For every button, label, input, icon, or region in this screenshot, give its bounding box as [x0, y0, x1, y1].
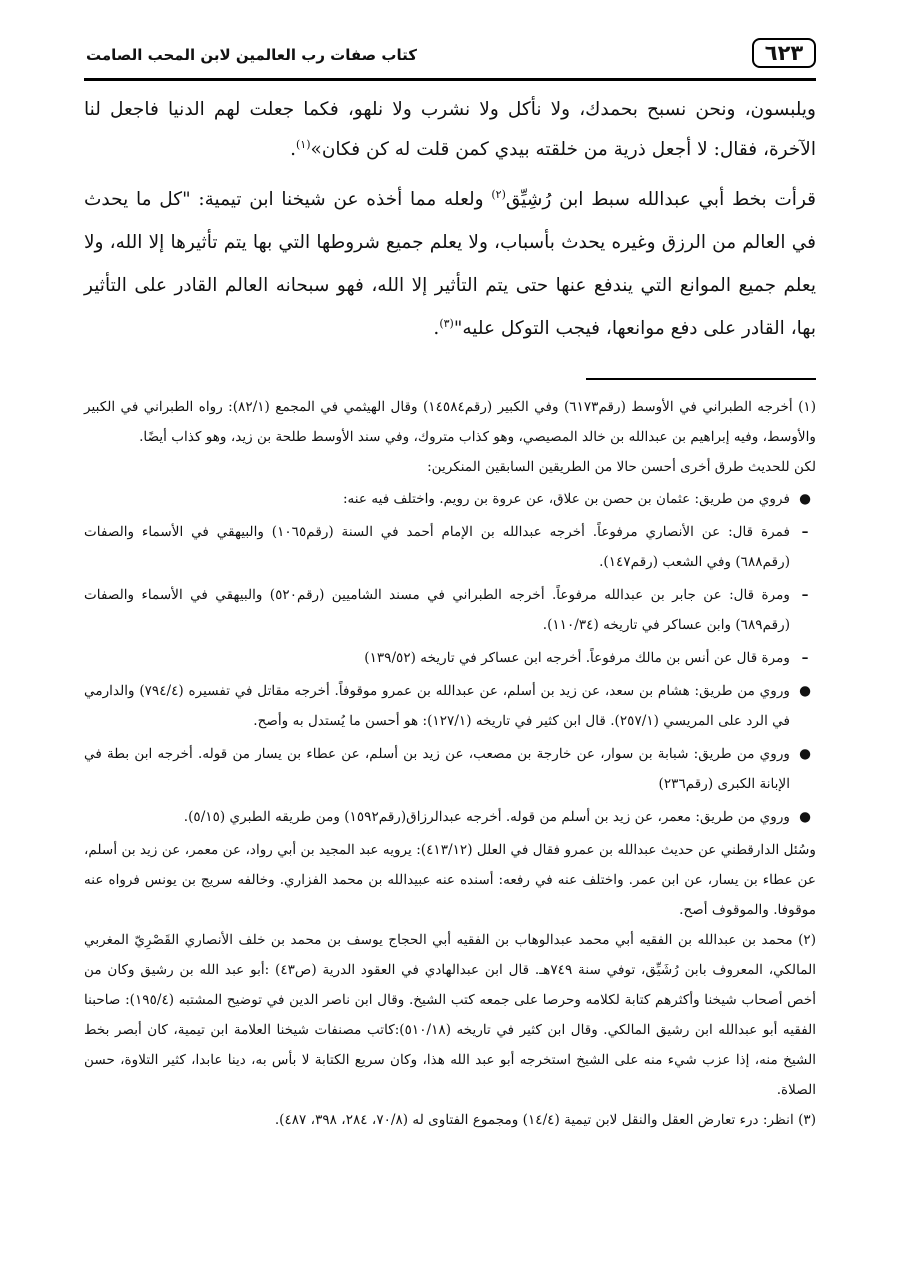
list-item-text: ومرة قال: عن جابر بن عبدالله مرفوعاً. أخرجه الطبراني في مسند الشاميين (رقم٥٢٠) والبيهقي في الأسماء والصفات (رقم٦٨٩) وابن عساكر في تاريخه (١١٠/٣٤).: [84, 587, 790, 633]
main-text: [84, 90, 816, 350]
list-item: [84, 643, 816, 673]
footnote-1: [84, 392, 816, 452]
paragraph-text: قرأت بخط أبي عبدالله سبط ابن رُشِيِّق: [505, 189, 816, 210]
list-item: [84, 739, 816, 799]
paragraph: [84, 90, 816, 170]
dash-mark: –: [801, 587, 809, 603]
chains-list: [84, 484, 816, 832]
footnote-text: أخرجه الطبراني في الأوسط (رقم٦١٧٣) وفي الكبير (رقم١٤٥٨٤) وقال الهيثمي في المجمع (٨٢/١): رواه الطبراني في الكبير والأوسط، وفيه إبراهيم بن عبدالله بن خالد المصيصي، وهو كذاب متروك، وفي سند الأوسط طلحة بن زيد، وهو كذاب أيضًا.: [84, 399, 816, 445]
list-item: [84, 580, 816, 640]
list-item-text: وروي من طريق: معمر، عن زيد بن أسلم من قوله. أخرجه عبدالرزاق(رقم١٥٩٢) ومن طريقه الطبري (٥/١٥).: [183, 809, 790, 825]
dash-mark: –: [801, 650, 809, 666]
running-header: [84, 36, 816, 81]
dash-mark: –: [801, 524, 809, 540]
footnote-separator: [586, 378, 816, 380]
paragraph: [84, 178, 816, 350]
bullet-mark: ●: [799, 491, 811, 507]
footnote-text: انظر: درء تعارض العقل والنقل لابن تيمية (١٤/٤) ومجموع الفتاوى له (٧٠/٨، ٢٨٤، ٣٩٨، ٤٨٧).: [274, 1112, 794, 1128]
footnote-number: (٣): [798, 1112, 816, 1128]
footnotes: [84, 392, 816, 1135]
list-item-text: فمرة قال: عن الأنصاري مرفوعاً. أخرجه عبدالله بن الإمام أحمد في السنة (رقم١٠٦٥) والبيهقي في الأسماء والصفات (رقم٦٨٨) وفي الشعب (رقم١٤٧).: [84, 524, 790, 570]
paragraph-end: .: [433, 318, 440, 339]
paragraph-text: ولعله مما أخذه عن شيخنا ابن تيمية: "كل ما يحدث في العالم من الرزق وغيره يحدث بأسباب، ولا يعلم جميع شروطها التي بها يتم تأثيرها إلا الله، ولا يعلم جميع الموانع التي يندفع عنها حتى يتم التأثير إلا الله، فهو سبحانه العالم القادر على التأثير بها، القادر على دفع موانعها، فيجب التوكل عليه": [84, 189, 816, 339]
bullet-mark: ●: [799, 683, 811, 699]
bullet-mark: ●: [799, 746, 811, 762]
footnote-2: [84, 925, 816, 1105]
list-item-text: ومرة قال عن أنس بن مالك مرفوعاً. أخرجه ابن عساكر في تاريخه (١٣٩/٥٢): [364, 650, 790, 666]
footnote-number: (٢): [798, 932, 817, 948]
list-item-text: فروي من طريق: عثمان بن حصن بن علاق، عن عروة بن رويم. واختلف فيه عنه:: [342, 491, 790, 507]
paragraph-text: ويلبسون، ونحن نسبح بحمدك، ولا نأكل ولا نشرب ولا نلهو، فكما جعلت لهم الدنيا فاجعل لنا الآخرة، فقال: لا أجعل ذرية من خلقته بيدي كمن قلت له كن فكان»: [84, 99, 816, 160]
footnote-number: (١): [798, 399, 816, 415]
footnote-3: [84, 1105, 816, 1135]
list-item: [84, 676, 816, 736]
footnote-ref: (٢): [491, 187, 506, 201]
list-item: [84, 484, 816, 514]
paragraph-end: .: [290, 139, 296, 160]
list-item-text: وروي من طريق: شبابة بن سوار، عن خارجة بن مصعب، عن زيد بن أسلم، عن عطاء بن يسار من قوله. أخرجه ابن بطة في الإبانة الكبرى (رقم٢٣٦): [84, 746, 790, 792]
list-item-text: وروي من طريق: هشام بن سعد، عن زيد بن أسلم، عن عبدالله بن عمرو موقوفاً. أخرجه مقاتل في تفسيره (٧٩٤/٤) والدارمي في الرد على المريسي (٢٥٧/١). قال ابن كثير في تاريخه (١٢٧/١): هو أحسن ما يُستدل به وأصح.: [84, 683, 790, 729]
footnote-text: محمد بن عبدالله بن الفقيه أبي محمد عبدالوهاب بن الفقيه أبي الحجاج يوسف بن محمد بن خلف الأنصاري القَصْرِيّ المغربي المالكي، المعروف بابن رُشَيِّق، توفي سنة ٧٤٩هـ. قال ابن عبدالهادي في العقود الدرية (ص٤٣) :أبو عبد الله بن رشيق وكان من أخص أصحاب شيخنا وأكثرهم كتابة لكلامه وحرصا على جمعه كتب الشيخ. وقال ابن ناصر الدين في توضيح المشتبه (١٩٥/٤): صاحبنا الفقيه أبو عبدالله ابن رشيق المالكي. وقال ابن كثير في تاريخه (٥١٠/١٨):كاتب مصنفات شيخنا العلامة ابن تيمية، كان أبصر بخط الشيخ منه، إذا عزب شيء منه على الشيخ استخرجه أبو عبد الله هذا، وكان سريع الكتابة لا بأس به، دينا عابدا، كثير التلاوة، حسن الصلاة.: [84, 932, 817, 1098]
page-number: ٦٢٣: [752, 38, 816, 68]
list-item: [84, 802, 816, 832]
bullet-mark: ●: [799, 809, 811, 825]
footnote-closing: وسُئل الدارقطني عن حديث عبدالله بن عمرو فقال في العلل (٤١٣/١٢): يرويه عبد المجيد بن أبي رواد، عن معمر، عن زيد بن أسلم، عن عطاء بن يسار، عن ابن عمر. واختلف عنه في رفعه: أسنده عنه عبيدالله بن محمد الفزاري. وخالفه سريج بن يونس فرواه عنه موقوفا. والموقوف أصح.: [84, 842, 816, 918]
footnote-ref: (١): [296, 137, 311, 151]
footnote-ref: (٣): [439, 316, 454, 330]
list-item: [84, 517, 816, 577]
book-title: كتاب صفات رب العالمين لابن المحب الصامت: [86, 46, 417, 64]
footnote-intro: لكن للحديث طرق أخرى أحسن حالا من الطريقين السابقين المنكرين:: [427, 459, 816, 475]
